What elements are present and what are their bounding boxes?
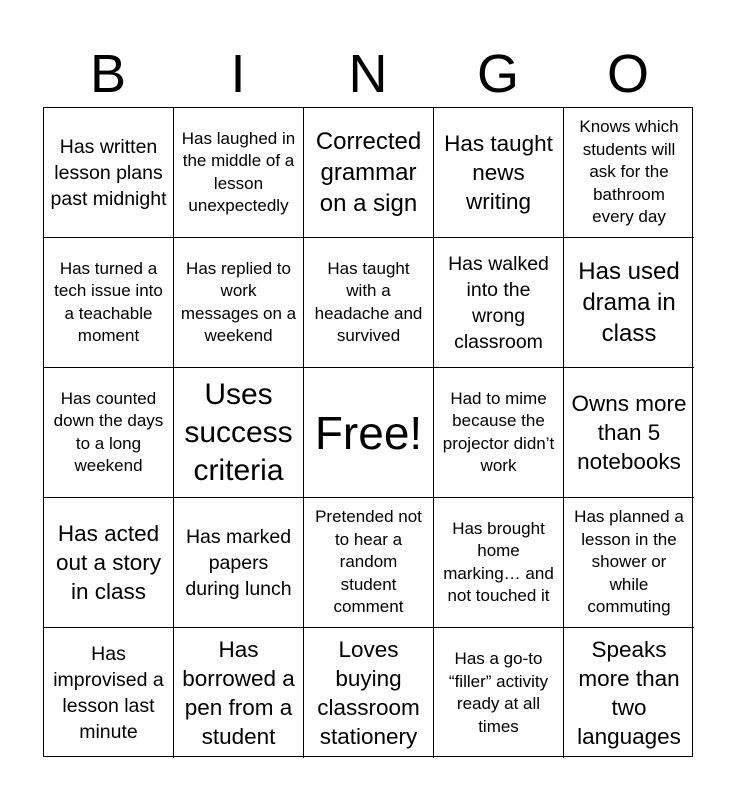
bingo-cell[interactable] <box>174 628 304 758</box>
free-space[interactable] <box>304 368 434 498</box>
free-space-text: Free! <box>314 406 423 459</box>
cell-text: Has written lesson plans past midnight <box>50 135 167 210</box>
cell-text: Has laughed in the middle of a lesson unexpectedly <box>181 128 296 215</box>
cell-text: Had to mime because the projector didn’t work <box>442 388 555 475</box>
bingo-cell[interactable] <box>174 498 304 628</box>
bingo-cell[interactable] <box>564 628 694 758</box>
cell-text: Loves buying classroom stationery <box>317 637 420 749</box>
bingo-cell[interactable] <box>44 108 174 238</box>
bingo-cell[interactable] <box>44 368 174 498</box>
cell-text: Has counted down the days to a long weekend <box>53 388 164 475</box>
bingo-cell[interactable] <box>44 498 174 628</box>
cell-text: Speaks more than two languages <box>577 637 681 749</box>
bingo-cell[interactable] <box>434 238 564 368</box>
header-letter-o: O <box>606 44 649 104</box>
header-letter-g: G <box>476 44 519 104</box>
bingo-cell[interactable] <box>434 108 564 238</box>
bingo-cell[interactable] <box>44 628 174 758</box>
cell-text: Has taught news writing <box>444 131 553 214</box>
cell-text: Has replied to work messages on a weekend <box>180 258 297 345</box>
bingo-board <box>43 107 693 757</box>
header-letter-n: N <box>348 44 388 104</box>
cell-text: Corrected grammar on a sign <box>315 128 422 217</box>
header-letter-i: I <box>230 44 246 104</box>
cell-text: Has improvised a lesson last minute <box>53 643 164 743</box>
bingo-cell[interactable] <box>434 498 564 628</box>
cell-text: Owns more than 5 notebooks <box>571 391 687 474</box>
cell-text: Has taught with a headache and survived <box>314 258 423 345</box>
bingo-cell[interactable] <box>304 498 434 628</box>
cell-text: Has brought home marking… and not touched it <box>443 518 554 605</box>
cell-text: Has acted out a story in class <box>55 521 162 604</box>
bingo-cell[interactable] <box>434 628 564 758</box>
bingo-cell[interactable] <box>304 238 434 368</box>
cell-text: Has marked papers during lunch <box>185 525 292 600</box>
cell-text: Has a go-to “filler” activity ready at all times <box>448 649 549 736</box>
bingo-cell[interactable] <box>174 238 304 368</box>
bingo-cell[interactable] <box>434 368 564 498</box>
cell-text: Has used drama in class <box>578 258 680 347</box>
bingo-cell[interactable] <box>304 628 434 758</box>
bingo-cell[interactable] <box>174 368 304 498</box>
header-letter-b: B <box>89 44 127 104</box>
bingo-cell[interactable] <box>44 238 174 368</box>
cell-text: Has borrowed a pen from a student <box>182 637 295 749</box>
bingo-cell[interactable] <box>304 108 434 238</box>
cell-text: Uses success criteria <box>184 377 293 487</box>
bingo-header <box>43 42 693 106</box>
bingo-cell[interactable] <box>174 108 304 238</box>
cell-text: Has walked into the wrong classroom <box>448 252 549 353</box>
cell-text: Has turned a tech issue into a teachable moment <box>54 258 163 345</box>
bingo-cell[interactable] <box>564 498 694 628</box>
cell-text: Pretended not to hear a random student comment <box>315 507 422 617</box>
cell-text: Knows which students will ask for the bathroom every day <box>579 117 679 227</box>
bingo-cell[interactable] <box>564 368 694 498</box>
bingo-cell[interactable] <box>564 108 694 238</box>
bingo-cell[interactable] <box>564 238 694 368</box>
cell-text: Has planned a lesson in the shower or while commuting <box>574 507 684 617</box>
